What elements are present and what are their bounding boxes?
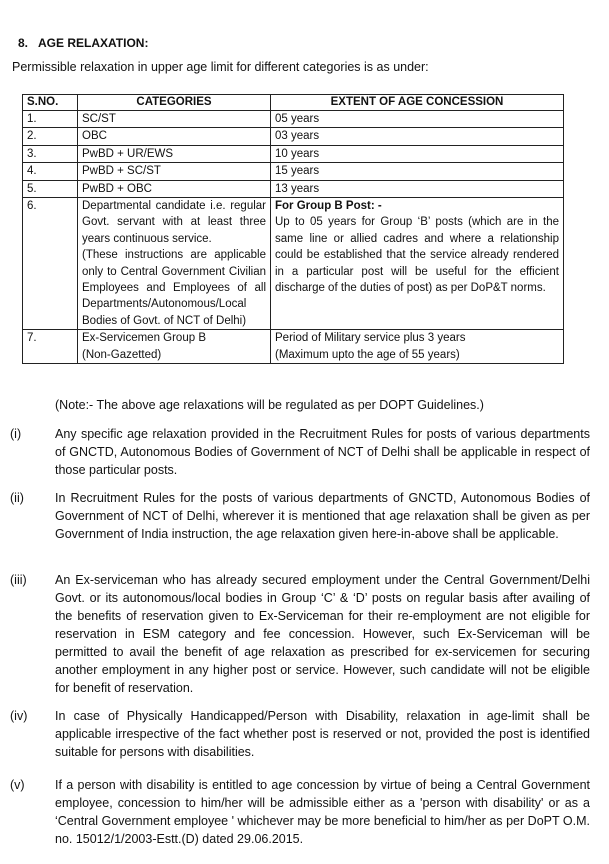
header-extent: EXTENT OF AGE CONCESSION [271,95,564,111]
paragraph-iv [10,707,590,761]
paragraph-text: Any specific age relaxation provided in the Recruitment Rules for posts of various departments of GNCTD, Autonomous Bodies of Government of NCT of Delhi shall be applicable in respect of those particular posts. [55,427,590,477]
paragraph-numeral: (iv) [10,709,28,723]
paragraph-text: An Ex-serviceman who has already secured employment under the Central Government/Delhi Govt. or its autonomous/local bodies in Group ‘C’ & ‘D’ posts on regular basis after availing of the benefits of reservation given to Ex-Serviceman for their re-employment are not eligible for reservation in ESM category and fee concession. However, such Ex-Serviceman will be permitted to avail the benefit of age relaxation as prescribed for ex-servicemen for securing another employment in any higher post or service. However, such candidate will not be eligible for benefit of reservation. [55,573,590,695]
section-number: 8. [18,36,29,50]
paragraph-numeral: (i) [10,427,22,441]
cell-category [78,330,271,364]
paragraph-numeral: (ii) [10,491,24,505]
table-row [23,180,564,197]
category-note: (Non-Gazetted) [82,348,162,361]
paragraph-ii [10,489,590,543]
paragraph-text: In Recruitment Rules for the posts of various departments of GNCTD, Autonomous Bodies of Government of NCT of Delhi, wherever it is mentioned that age relaxation shall be given as per Government of India instruction, the age relaxation given here-in-above shall be applicable. [55,491,590,541]
table-row [23,330,564,364]
table-header-row [23,95,564,111]
paragraph-i [10,425,590,479]
table-row [23,145,564,162]
section-title: AGE RELAXATION: [38,36,149,50]
section-intro: Permissible relaxation in upper age limit for different categories is as under: [12,60,429,74]
cell-category: PwBD + UR/EWS [78,145,271,162]
cell-extent: 10 years [271,145,564,162]
extent-text: Up to 05 years for Group ‘B’ posts (which are in the same line or allied cadres and where a relationship could be established that the service already rendered in a particular post will be useful for the efficient discharge of the duties of post) as per DoP&T norms. [275,216,559,295]
cell-category: PwBD + OBC [78,180,271,197]
category-text: Ex-Servicemen Group B [82,332,206,345]
category-note: (These instructions are applicable only to Central Government Civilian Employees and Employees of all Departments/Autonomous/Local Bodies of Govt. of NCT of Delhi) [82,249,266,327]
cell-extent [271,330,564,364]
section-heading [18,36,148,50]
cell-category: PwBD + SC/ST [78,163,271,180]
extent-text: Period of Military service plus 3 years [275,332,466,345]
paragraph-text: If a person with disability is entitled to age concession by virtue of being a Central Government employee, concession to him/her will be admissible either as a 'person with disability' or as a ‘Central Government employee ' whichever may be more beneficial to him/her as per DoPT O.M. no. 15012/1/2003-Estt.(D) dated 29.06.2015. [55,778,590,846]
cell-sno: 1. [23,111,78,128]
age-relaxation-table [22,94,564,364]
cell-sno: 3. [23,145,78,162]
cell-extent: 13 years [271,180,564,197]
table-row [23,128,564,145]
paragraph-iii [10,571,590,697]
table-row [23,111,564,128]
category-text: Departmental candidate i.e. regular Govt. servant with at least three years continuous service. [82,200,266,245]
paragraph-numeral: (v) [10,778,25,792]
cell-extent: 15 years [271,163,564,180]
cell-sno: 2. [23,128,78,145]
cell-sno: 6. [23,198,78,330]
cell-extent: 05 years [271,111,564,128]
paragraph-numeral: (iii) [10,573,27,587]
cell-category: SC/ST [78,111,271,128]
cell-extent: 03 years [271,128,564,145]
cell-sno: 4. [23,163,78,180]
header-categories: CATEGORIES [78,95,271,111]
header-sno: S.NO. [23,95,78,111]
table-row [23,163,564,180]
cell-category: OBC [78,128,271,145]
extent-title: For Group B Post: - [275,200,382,213]
extent-note: (Maximum upto the age of 55 years) [275,348,460,361]
cell-sno: 7. [23,330,78,364]
paragraph-v [10,776,590,848]
guidelines-note: (Note:- The above age relaxations will be regulated as per DOPT Guidelines.) [55,398,484,412]
cell-sno: 5. [23,180,78,197]
paragraph-text: In case of Physically Handicapped/Person with Disability, relaxation in age-limit shall be applicable irrespective of the fact whether post is reserved or not, provided the post is identified suitable for persons with disabilities. [55,709,590,759]
cell-category [78,198,271,330]
table-row [23,198,564,330]
cell-extent [271,198,564,330]
